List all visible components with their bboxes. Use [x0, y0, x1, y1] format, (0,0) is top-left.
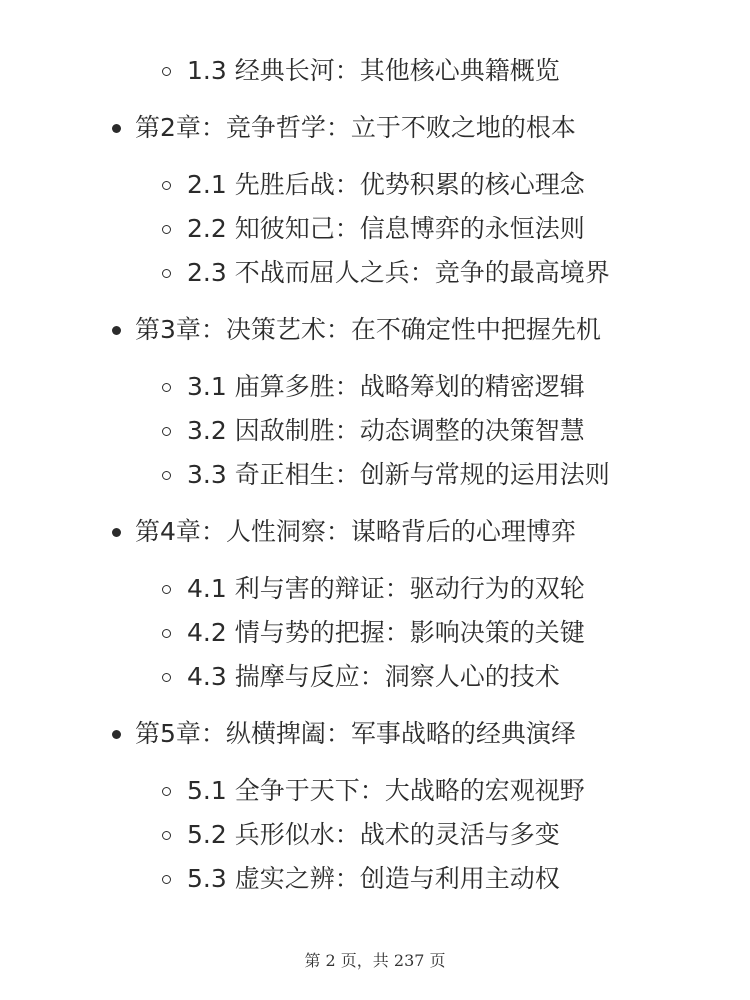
hollow-bullet-icon [162, 383, 171, 392]
toc-section-item [0, 616, 750, 650]
hollow-bullet-icon [162, 269, 171, 278]
hollow-bullet-icon [162, 673, 171, 682]
toc-item-text: 3.2 因敌制胜：动态调整的决策智慧 [187, 416, 585, 445]
toc-item-text: 5.2 兵形似水：战术的灵活与多变 [187, 820, 560, 849]
toc-chapter-item [0, 515, 750, 549]
toc-section-item [0, 862, 750, 896]
toc-item-text: 第3章：决策艺术：在不确定性中把握先机 [135, 315, 601, 344]
hollow-bullet-icon [162, 629, 171, 638]
hollow-bullet-icon [162, 67, 171, 76]
toc-item-text: 2.3 不战而屈人之兵：竞争的最高境界 [187, 258, 610, 287]
toc-item-text: 4.1 利与害的辩证：驱动行为的双轮 [187, 574, 585, 603]
hollow-bullet-icon [162, 225, 171, 234]
toc-item-text: 2.2 知彼知己：信息博弈的永恒法则 [187, 214, 585, 243]
hollow-bullet-icon [162, 471, 171, 480]
toc-chapter-item [0, 717, 750, 751]
hollow-bullet-icon [162, 787, 171, 796]
toc-item-text: 3.3 奇正相生：创新与常规的运用法则 [187, 460, 610, 489]
toc-chapter-item [0, 111, 750, 145]
toc-section-item [0, 774, 750, 808]
toc-section-item [0, 458, 750, 492]
toc-section-item [0, 212, 750, 246]
toc-section-item [0, 168, 750, 202]
hollow-bullet-icon [162, 181, 171, 190]
hollow-bullet-icon [162, 875, 171, 884]
toc-item-text: 第2章：竞争哲学：立于不败之地的根本 [135, 113, 576, 142]
toc-section-item [0, 818, 750, 852]
toc-item-text: 第4章：人性洞察：谋略背后的心理博弈 [135, 517, 576, 546]
filled-bullet-icon [112, 730, 121, 739]
toc-item-text: 1.3 经典长河：其他核心典籍概览 [187, 56, 560, 85]
toc-section-item [0, 572, 750, 606]
toc-item-text: 4.3 揣摩与反应：洞察人心的技术 [187, 662, 560, 691]
filled-bullet-icon [112, 326, 121, 335]
filled-bullet-icon [112, 124, 121, 133]
toc-section-item [0, 54, 750, 88]
page-number-footer: 第 2 页，共 237 页 [304, 951, 446, 970]
toc-chapter-item [0, 313, 750, 347]
toc-item-text: 2.1 先胜后战：优势积累的核心理念 [187, 170, 585, 199]
toc-section-item [0, 660, 750, 694]
toc-item-text: 5.1 全争于天下：大战略的宏观视野 [187, 776, 585, 805]
toc-item-text: 5.3 虚实之辨：创造与利用主动权 [187, 864, 560, 893]
hollow-bullet-icon [162, 585, 171, 594]
toc-section-item [0, 414, 750, 448]
toc-section-item [0, 256, 750, 290]
filled-bullet-icon [112, 528, 121, 537]
toc-item-text: 4.2 情与势的把握：影响决策的关键 [187, 618, 585, 647]
toc-section-item [0, 370, 750, 404]
hollow-bullet-icon [162, 831, 171, 840]
hollow-bullet-icon [162, 427, 171, 436]
toc-item-text: 第5章：纵横捭阖：军事战略的经典演绎 [135, 719, 576, 748]
toc-item-text: 3.1 庙算多胜：战略筹划的精密逻辑 [187, 372, 585, 401]
